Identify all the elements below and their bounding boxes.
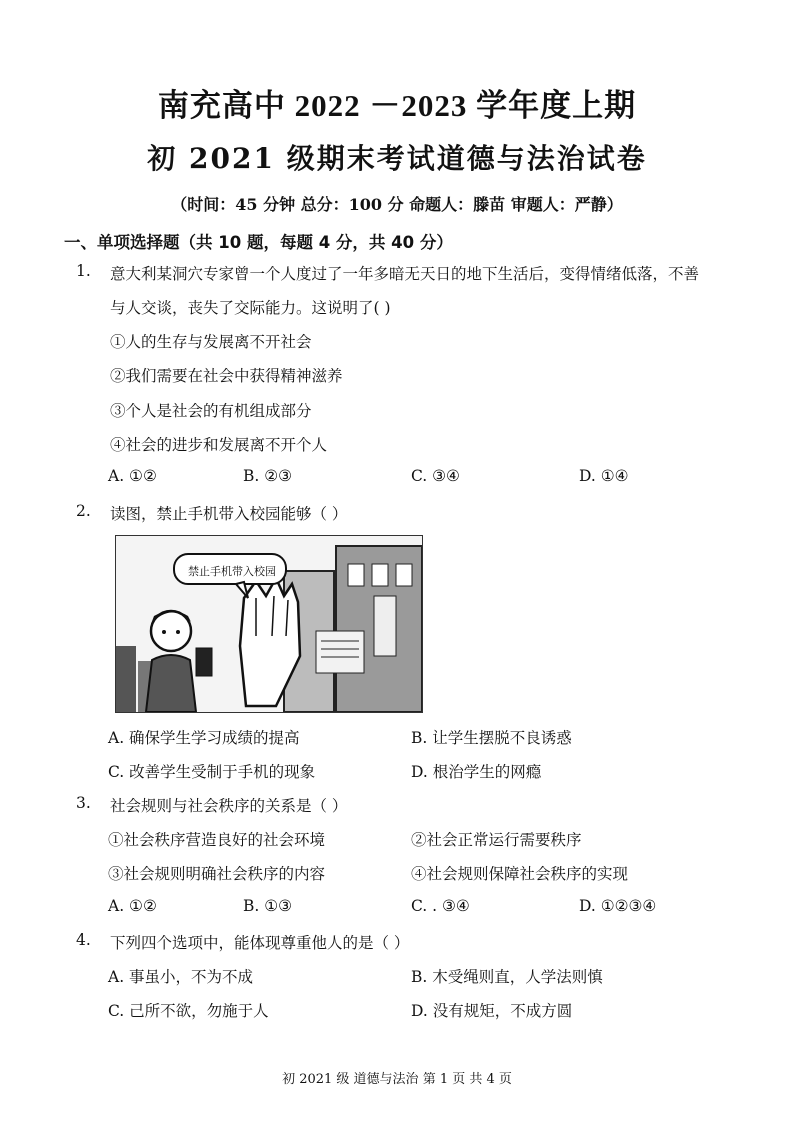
page-footer: 初 2021 级 道德与法治 第 1 页 共 4 页 (282, 1072, 512, 1087)
question-3-item-3: ③社会规则明确社会秩序的内容 (108, 865, 326, 883)
question-1-item-3: ③个人是社会的有机组成部分 (110, 402, 312, 420)
question-3-item-4: ④社会规则保障社会秩序的实现 (411, 865, 629, 883)
question-3-option-c[interactable]: C. . ③④ (411, 897, 470, 915)
question-2-option-d[interactable]: D. 根治学生的网瘾 (411, 763, 542, 781)
question-3-option-a[interactable]: A. ①② (108, 897, 157, 915)
question-3-item-2: ②社会正常运行需要秩序 (411, 831, 582, 849)
exam-subtitle: 初 2021 级期末考试道德与法治试卷 (147, 142, 647, 175)
cartoon-illustration (115, 535, 423, 713)
exam-meta: （时间：45 分钟 总分：100 分 命题人：滕苗 审题人：严静） (171, 195, 623, 214)
question-1-option-a[interactable]: A. ①② (108, 467, 157, 485)
question-4-option-b[interactable]: B. 木受绳则直，人学法则慎 (411, 968, 603, 986)
question-3-option-b[interactable]: B. ①③ (243, 897, 293, 915)
question-4-option-c[interactable]: C. 己所不欲，勿施于人 (108, 1002, 269, 1020)
question-4-option-a[interactable]: A. 事虽小，不为不成 (108, 968, 254, 986)
question-1-option-d[interactable]: D. ①④ (579, 467, 629, 485)
exam-title: 南充高中 2022 －2023 学年度上期 (157, 88, 637, 123)
question-1-option-c[interactable]: C. ③④ (411, 467, 460, 485)
question-4-option-d[interactable]: D. 没有规矩，不成方圆 (411, 1002, 573, 1020)
question-4-number: 4. (76, 931, 91, 949)
question-3-number: 3. (76, 794, 91, 812)
question-2-option-b[interactable]: B. 让学生摆脱不良诱惑 (411, 729, 572, 747)
question-3-item-1: ①社会秩序营造良好的社会环境 (108, 831, 326, 849)
question-2-option-a[interactable]: A. 确保学生学习成绩的提高 (108, 729, 300, 747)
question-1-option-b[interactable]: B. ②③ (243, 467, 293, 485)
speech-bubble-text: 禁止手机带入校园 (188, 565, 276, 578)
section-heading: 一、单项选择题（共 10 题，每题 4 分，共 40 分） (64, 233, 453, 252)
question-4-stem: 下列四个选项中，能体现尊重他人的是（ ） (110, 934, 410, 952)
question-3-stem: 社会规则与社会秩序的关系是（ ） (110, 797, 348, 815)
question-1-item-2: ②我们需要在社会中获得精神滋养 (110, 367, 343, 385)
question-1-item-4: ④社会的进步和发展离不开个人 (110, 436, 328, 454)
question-3-option-d[interactable]: D. ①②③④ (579, 897, 657, 915)
question-1-stem-line-2: 与人交谈，丧失了交际能力。这说明了( ) (110, 299, 391, 317)
question-2-option-c[interactable]: C. 改善学生受制于手机的现象 (108, 763, 316, 781)
question-1-stem-line-1: 意大利某洞穴专家曾一个人度过了一年多暗无天日的地下生活后，变得情绪低落，不善 (110, 265, 700, 283)
question-1-number: 1. (76, 262, 91, 280)
question-1-item-1: ①人的生存与发展离不开社会 (110, 333, 312, 351)
question-2-number: 2. (76, 502, 91, 520)
question-2-stem: 读图，禁止手机带入校园能够（ ） (110, 505, 348, 523)
